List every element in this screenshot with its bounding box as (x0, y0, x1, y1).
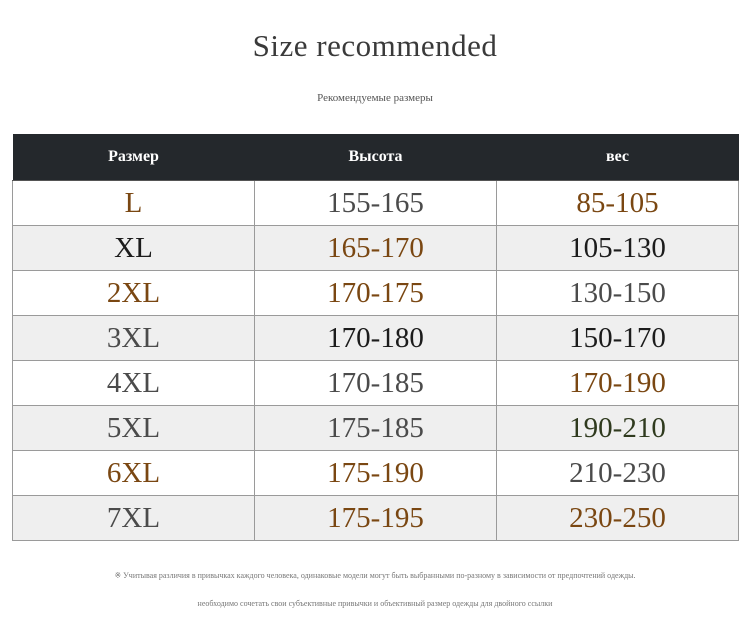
weight-cell: 210-230 (497, 451, 739, 496)
height-cell: 175-195 (255, 496, 497, 541)
weight-cell: 190-210 (497, 406, 739, 451)
weight-cell: 150-170 (497, 316, 739, 361)
weight-cell: 105-130 (497, 226, 739, 271)
size-cell: 3XL (13, 316, 255, 361)
table-row (13, 361, 739, 406)
size-table (12, 134, 739, 541)
table-row (13, 496, 739, 541)
table-row (13, 226, 739, 271)
size-cell: 2XL (13, 271, 255, 316)
table-header-row (13, 134, 739, 181)
size-cell: 5XL (13, 406, 255, 451)
height-cell: 175-185 (255, 406, 497, 451)
header-height: Высота (255, 134, 497, 181)
size-cell: 4XL (13, 361, 255, 406)
header-weight: вес (497, 134, 739, 181)
footnote-line-1: ※ Учитывая различия в привычках каждого человека, одинаковые модели могут быть выбранными по-разному в зависимости от предпочтений одежды. (114, 571, 636, 580)
weight-cell: 85-105 (497, 181, 739, 226)
height-cell: 170-185 (255, 361, 497, 406)
weight-cell: 170-190 (497, 361, 739, 406)
table-row (13, 451, 739, 496)
size-cell: L (13, 181, 255, 226)
weight-cell: 230-250 (497, 496, 739, 541)
size-cell: 7XL (13, 496, 255, 541)
weight-cell: 130-150 (497, 271, 739, 316)
height-cell: 165-170 (255, 226, 497, 271)
table-row (13, 316, 739, 361)
page-title: Size recommended (252, 28, 498, 63)
size-cell: 6XL (13, 451, 255, 496)
height-cell: 170-180 (255, 316, 497, 361)
table-row (13, 181, 739, 226)
table-row (13, 406, 739, 451)
table-row (13, 271, 739, 316)
header-size: Размер (13, 134, 255, 181)
height-cell: 175-190 (255, 451, 497, 496)
size-cell: XL (13, 226, 255, 271)
height-cell: 170-175 (255, 271, 497, 316)
page-subtitle: Рекомендуемые размеры (317, 92, 433, 104)
footnote-line-2: необходимо сочетать свои субъективные привычки и объективный размер одежды для двойного ссылки (197, 599, 553, 608)
height-cell: 155-165 (255, 181, 497, 226)
